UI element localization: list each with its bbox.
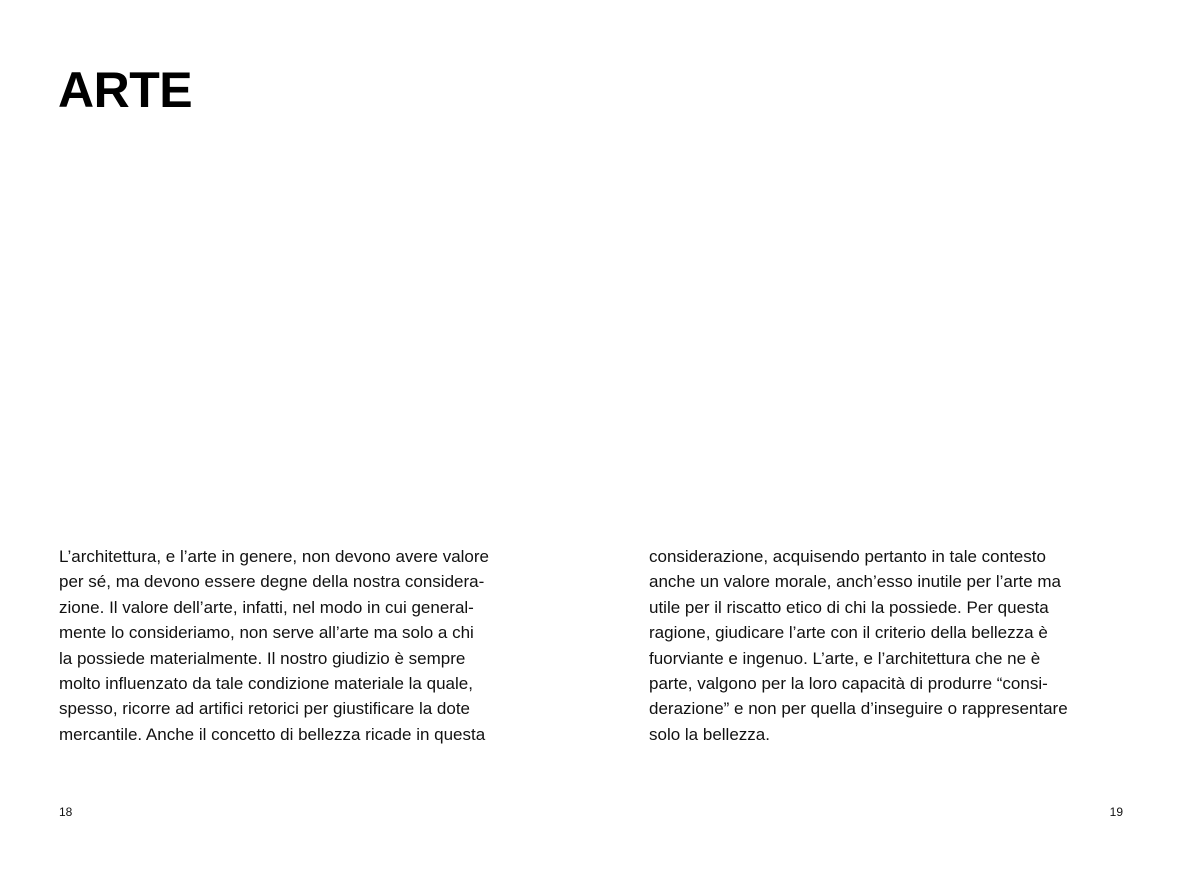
page-title: ARTE — [58, 62, 193, 118]
text-line: ragione, giudicare l’arte con il criterio della bellezza è — [649, 623, 1048, 643]
text-line: derazione” e non per quella d’inseguire o rappresentare — [649, 699, 1068, 719]
body-text-right-column — [649, 544, 1129, 747]
body-text-left-column — [59, 544, 549, 747]
text-line: anche un valore morale, anch’esso inutile per l’arte ma — [649, 572, 1062, 592]
text-line: mercantile. Anche il concetto di bellezza ricade in questa — [59, 724, 486, 744]
text-line: considerazione, acquisendo pertanto in tale contesto — [649, 547, 1046, 566]
text-line: utile per il riscatto etico di chi la possiede. Per questa — [649, 597, 1049, 617]
text-line: mente lo consideriamo, non serve all’arte ma solo a chi — [59, 623, 474, 643]
page-number-left: 18 — [59, 805, 73, 819]
text-line: molto influenzato da tale condizione materiale la quale, — [59, 674, 473, 694]
text-line: la possiede materialmente. Il nostro giudizio è sempre — [59, 648, 466, 668]
text-line: parte, valgono per la loro capacità di produrre “consi- — [649, 674, 1048, 694]
text-line: per sé, ma devono essere degne della nostra considera- — [59, 572, 485, 592]
text-line: spesso, ricorre ad artifici retorici per giustificare la dote — [59, 699, 470, 719]
page-number-right: 19 — [1109, 805, 1123, 819]
text-line: zione. Il valore dell’arte, infatti, nel modo in cui general- — [59, 597, 474, 617]
text-line: fuorviante e ingenuo. L’arte, e l’architettura che ne è — [649, 648, 1041, 668]
text-line: L’architettura, e l’arte in genere, non devono avere valore — [59, 547, 489, 566]
text-line: solo la bellezza. — [649, 724, 770, 744]
